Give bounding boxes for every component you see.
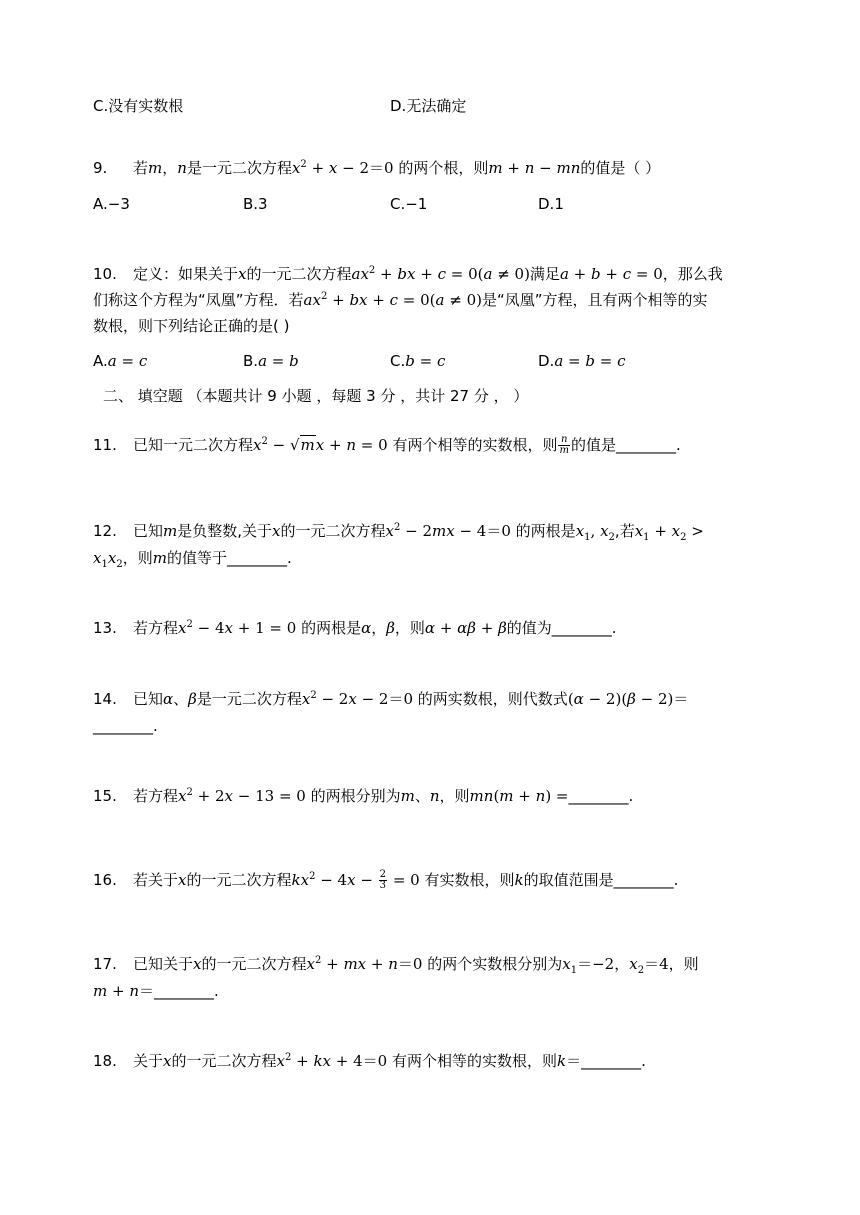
q9-option-c: C.−1 (390, 195, 428, 213)
q10-option-b: B.a = b (243, 352, 299, 370)
question-17-line-2: m + n＝________. (93, 982, 219, 1000)
section-2-heading: 二、 填空题 （本题共计 9 小题 ，每题 3 分 ，共计 27 分 ， ） (103, 387, 529, 405)
question-11: 11. 已知一元二次方程$x^2 - √mx + n = 0$ 有两个相等的实数根，则 $\frac{n}{m}$ 的值是________. (93, 434, 681, 456)
question-9: 9. 若m，n是一元二次方程$x^2 + x - 2=0$ 的两个根，则m + n − mn的值是（ ） (93, 159, 661, 177)
question-15: 15. 若方程$x^2 + 2x - 13 = 0$ 的两根分别为m、n，则mn(m + n) =________. (93, 787, 634, 805)
question-13: 13. 若方程$x^2 - 4x + 1 = 0$ 的两根是α，β，则α + αβ + β的值为________. (93, 619, 617, 637)
question-18: 18. 关于x的一元二次方程$x^2$ + kx + 4＝0 有两个相等的实数根，则k＝________. (93, 1052, 646, 1070)
question-10-line-3: 数根，则下列结论正确的是( ) (93, 317, 290, 335)
q8-option-c: C.没有实数根 (93, 97, 184, 115)
q9-option-d: D.1 (538, 195, 564, 213)
q9-option-b: B.3 (243, 195, 268, 213)
question-12-line-1: 12. 已知m是负整数,关于x的一元二次方程$x^2 - 2mx - 4=0$ 的两根是$x_1$, $x_2$,若$x_1 + x_2$ > (93, 522, 704, 543)
question-number: 9. (93, 159, 108, 177)
question-16: 16. 若关于x的一元二次方程$kx^2 - 4x$ − $\frac{2}{3}$ = 0 有实数根，则k的取值范围是________. (93, 869, 679, 891)
question-10-line-1: 10. 定义：如果关于x的一元二次方程$ax^2$ + bx + c = 0(a ≠ 0)满足a + b + c = 0，那么我 (93, 265, 723, 283)
question-10-line-2: 们称这个方程为“凤凰”方程．若$ax^2$ + bx + c = 0(a ≠ 0)是“凤凰”方程，且有两个相等的实 (93, 291, 708, 309)
question-12-line-2: $x_1x_2$，则m的值等于________. (93, 549, 292, 570)
question-14-line-2: ________. (93, 717, 158, 735)
q8-option-d: D.无法确定 (390, 97, 467, 115)
q10-option-c: C.b = c (390, 352, 446, 370)
question-17-line-1: 17. 已知关于x的一元二次方程$x^2$ + mx + n＝0 的两个实数根分别为$x_1=-2$，$x_2=4$，则 (93, 955, 699, 976)
q10-option-d: D.a = b = c (538, 352, 626, 370)
question-14-line-1: 14. 已知α、β是一元二次方程$x^2 - 2x - 2=0$ 的两实数根，则代数式(α − 2)(β − 2)＝ (93, 690, 689, 708)
question-number: 10. (93, 265, 117, 283)
q9-option-a: A.−3 (93, 195, 130, 213)
q10-option-a: A.a = c (93, 352, 148, 370)
